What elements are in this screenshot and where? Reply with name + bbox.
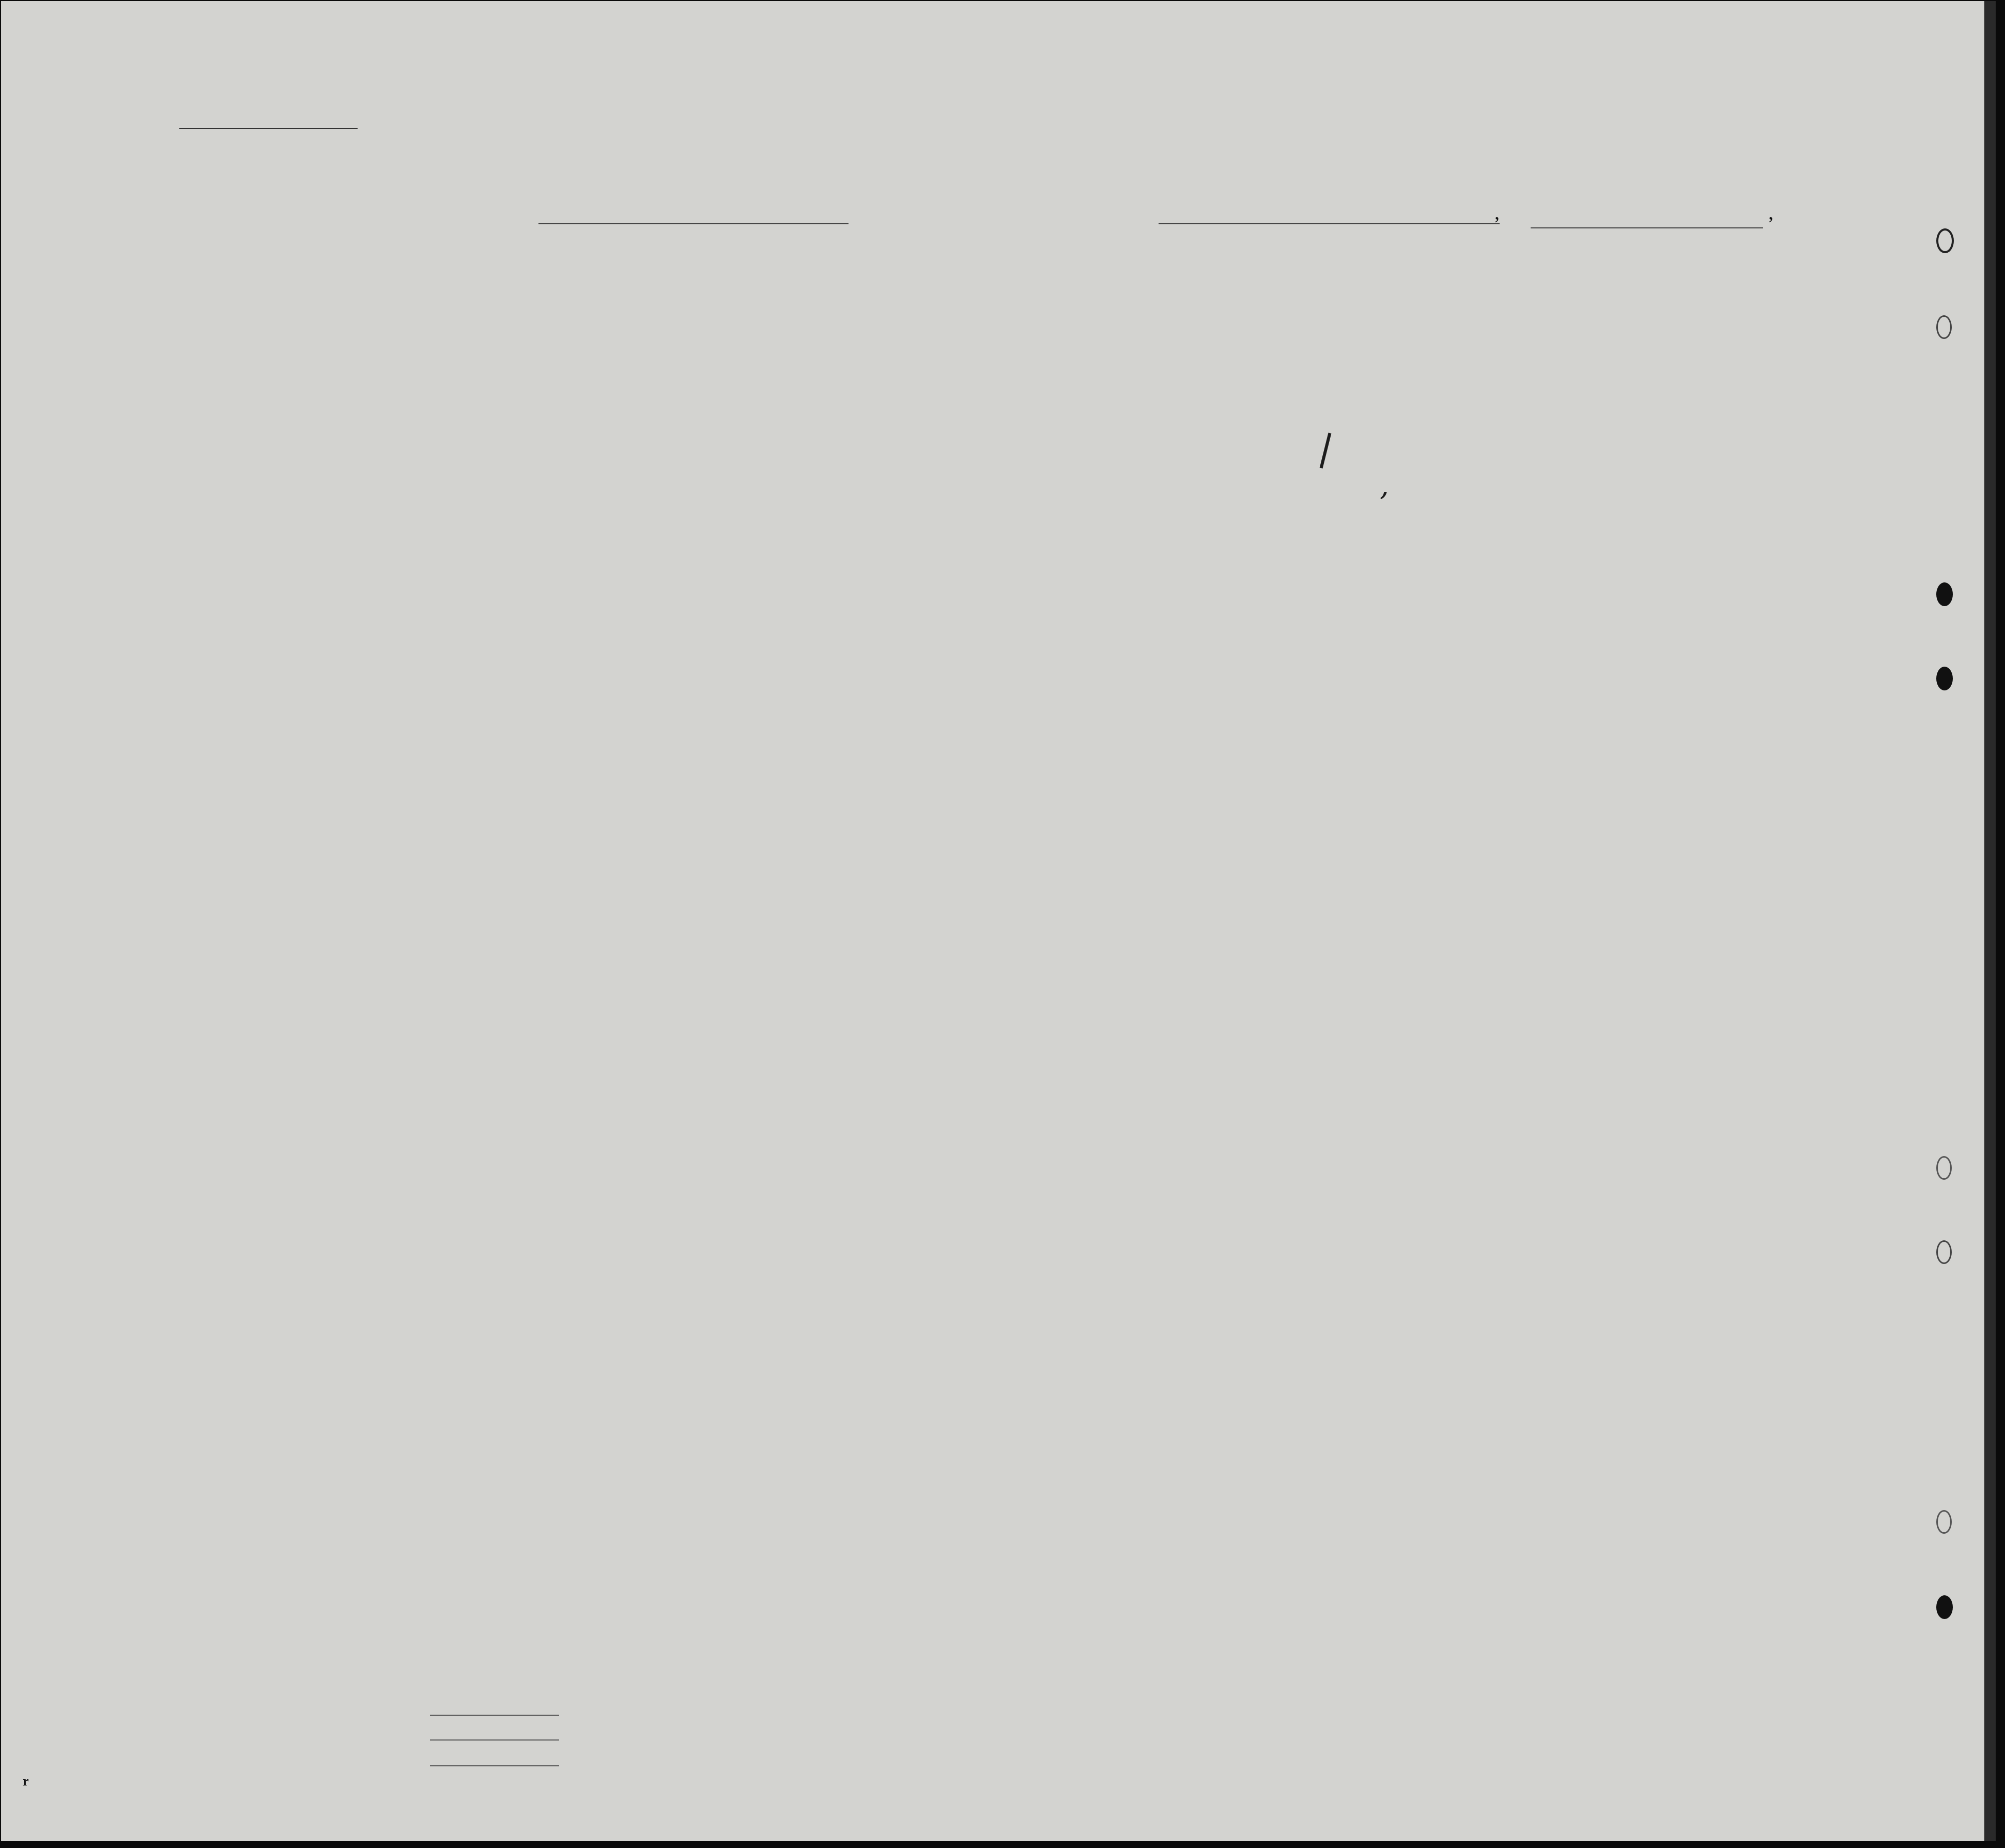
- punch-hole: [1936, 1595, 1953, 1619]
- comma: ,: [1768, 201, 1773, 224]
- ship-underline: [538, 223, 849, 224]
- punch-hole: [1936, 1156, 1952, 1180]
- list-underline: [179, 128, 358, 129]
- manifest-sheet: [1, 1, 1996, 1841]
- punch-hole: [1936, 315, 1952, 339]
- aliens-line: [430, 1765, 559, 1766]
- total-passengers-line: [430, 1715, 559, 1716]
- punch-hole: [1936, 582, 1953, 606]
- page-edge: [1984, 1, 1996, 1841]
- punch-hole: [1936, 1510, 1952, 1534]
- table-grid: [1, 1, 1996, 1841]
- punch-hole: [1936, 667, 1953, 690]
- comma: ,: [1494, 201, 1500, 224]
- port-underline: [1159, 223, 1500, 224]
- us-citizens-line: [430, 1739, 559, 1741]
- punch-hole: [1936, 228, 1954, 253]
- punch-hole: [1936, 1240, 1952, 1264]
- edge-mark: r: [23, 1774, 29, 1789]
- date-underline: [1531, 227, 1763, 228]
- visa-comma: ,: [1380, 469, 1389, 502]
